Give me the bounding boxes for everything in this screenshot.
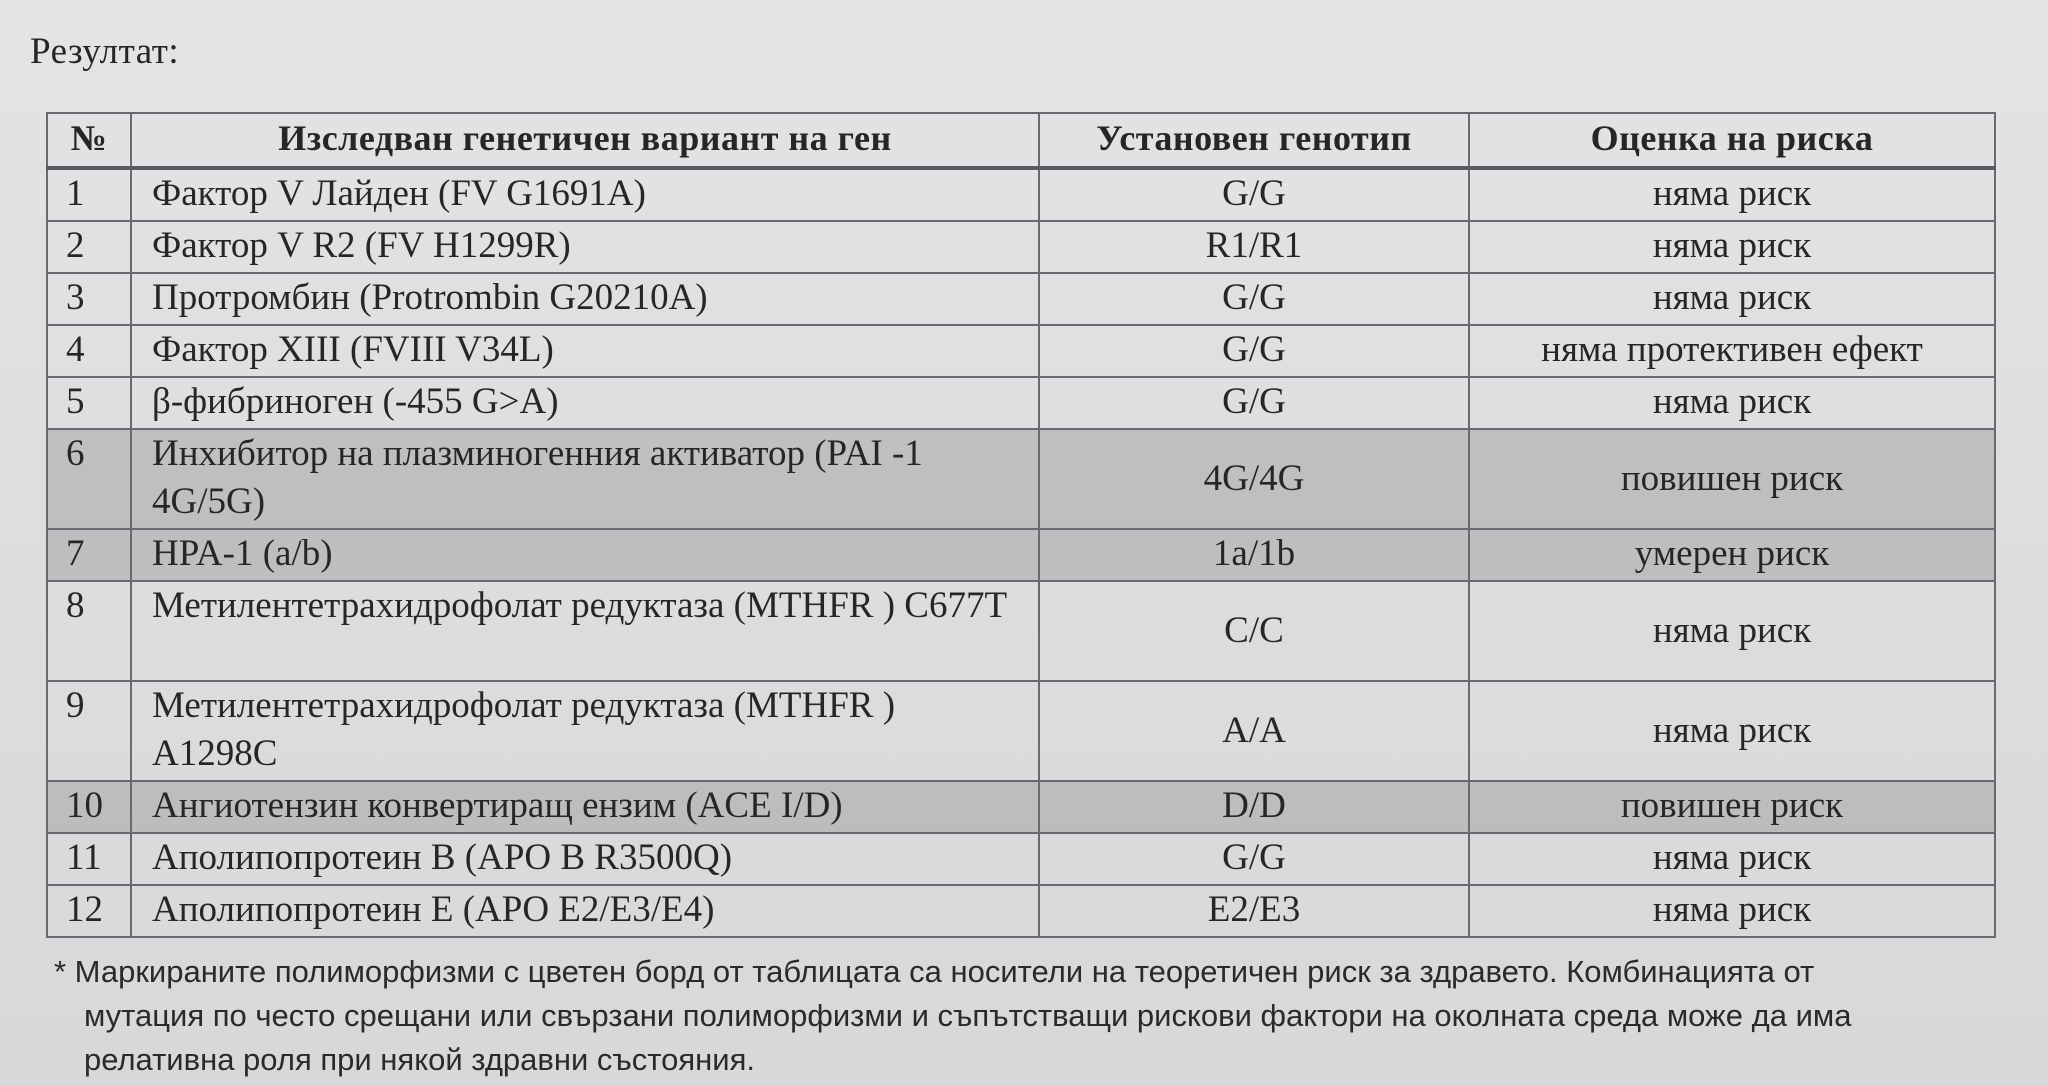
row-number: 3 — [47, 273, 131, 325]
row-number: 9 — [47, 681, 131, 781]
footnote-line-3: релативна роля при някой здравни състояния. — [84, 1042, 755, 1077]
row-risk: няма риск — [1469, 833, 1995, 885]
table-row — [47, 168, 1995, 221]
row-risk: няма риск — [1469, 681, 1995, 781]
row-variant: Инхибитор на плазминогенния активатор (PAI -1 4G/5G) — [131, 429, 1039, 529]
table-row — [47, 581, 1995, 681]
footnote — [54, 950, 1994, 1082]
table-body — [47, 168, 1995, 937]
table-row — [47, 273, 1995, 325]
row-genotype: A/A — [1039, 681, 1469, 781]
row-variant: Метилентетрахидрофолат редуктаза (MTHFR ) C677T — [131, 581, 1039, 681]
row-variant: Аполипопротеин B (APO B R3500Q) — [131, 833, 1039, 885]
row-variant: Метилентетрахидрофолат редуктаза (MTHFR ) A1298C — [131, 681, 1039, 781]
row-variant: HPA-1 (a/b) — [131, 529, 1039, 581]
row-variant: Ангиотензин конвертиращ ензим (ACE I/D) — [131, 781, 1039, 833]
row-genotype: G/G — [1039, 833, 1469, 885]
row-variant: Фактор V R2 (FV H1299R) — [131, 221, 1039, 273]
row-number: 7 — [47, 529, 131, 581]
row-genotype: 4G/4G — [1039, 429, 1469, 529]
row-genotype: C/C — [1039, 581, 1469, 681]
header-genotype: Установен генотип — [1039, 113, 1469, 168]
row-risk: умерен риск — [1469, 529, 1995, 581]
row-genotype: 1a/1b — [1039, 529, 1469, 581]
row-number: 11 — [47, 833, 131, 885]
row-genotype: G/G — [1039, 168, 1469, 221]
result-heading: Резултат: — [30, 31, 180, 72]
row-genotype: D/D — [1039, 781, 1469, 833]
genetic-results-table — [46, 112, 1996, 938]
table-row — [47, 781, 1995, 833]
row-genotype: G/G — [1039, 325, 1469, 377]
table-row — [47, 325, 1995, 377]
row-number: 4 — [47, 325, 131, 377]
row-risk: няма риск — [1469, 168, 1995, 221]
table-row — [47, 529, 1995, 581]
row-risk: няма риск — [1469, 221, 1995, 273]
footnote-line-2: мутация по често срещани или свързани полиморфизми и съпътстващи рискови фактори на околната среда може да има — [84, 998, 1852, 1033]
row-number: 12 — [47, 885, 131, 937]
table-row — [47, 221, 1995, 273]
row-number: 1 — [47, 168, 131, 221]
row-number: 8 — [47, 581, 131, 681]
row-genotype: G/G — [1039, 377, 1469, 429]
table-row — [47, 377, 1995, 429]
row-risk: няма риск — [1469, 273, 1995, 325]
row-variant: β-фибриноген (-455 G>A) — [131, 377, 1039, 429]
row-variant: Протромбин (Protrombin G20210A) — [131, 273, 1039, 325]
row-variant: Аполипопротеин E (APO E2/E3/E4) — [131, 885, 1039, 937]
row-genotype: G/G — [1039, 273, 1469, 325]
row-risk: няма риск — [1469, 885, 1995, 937]
row-risk: няма риск — [1469, 581, 1995, 681]
table-row — [47, 429, 1995, 529]
header-risk: Оценка на риска — [1469, 113, 1995, 168]
row-risk: няма риск — [1469, 377, 1995, 429]
header-variant: Изследван генетичен вариант на ген — [131, 113, 1039, 168]
row-genotype: R1/R1 — [1039, 221, 1469, 273]
footnote-line-1: * Маркираните полиморфизми с цветен борд от таблицата са носители на теоретичен риск за здравето. Комбинацията от — [54, 954, 1815, 989]
table-row — [47, 681, 1995, 781]
header-num: № — [47, 113, 131, 168]
table-row — [47, 885, 1995, 937]
row-number: 6 — [47, 429, 131, 529]
row-variant: Фактор V Лайден (FV G1691A) — [131, 168, 1039, 221]
row-risk: повишен риск — [1469, 781, 1995, 833]
row-number: 2 — [47, 221, 131, 273]
row-risk: няма протективен ефект — [1469, 325, 1995, 377]
table-header-row — [47, 113, 1995, 168]
row-variant: Фактор XIII (FVIII V34L) — [131, 325, 1039, 377]
row-genotype: E2/E3 — [1039, 885, 1469, 937]
row-number: 5 — [47, 377, 131, 429]
row-number: 10 — [47, 781, 131, 833]
table-row — [47, 833, 1995, 885]
row-risk: повишен риск — [1469, 429, 1995, 529]
